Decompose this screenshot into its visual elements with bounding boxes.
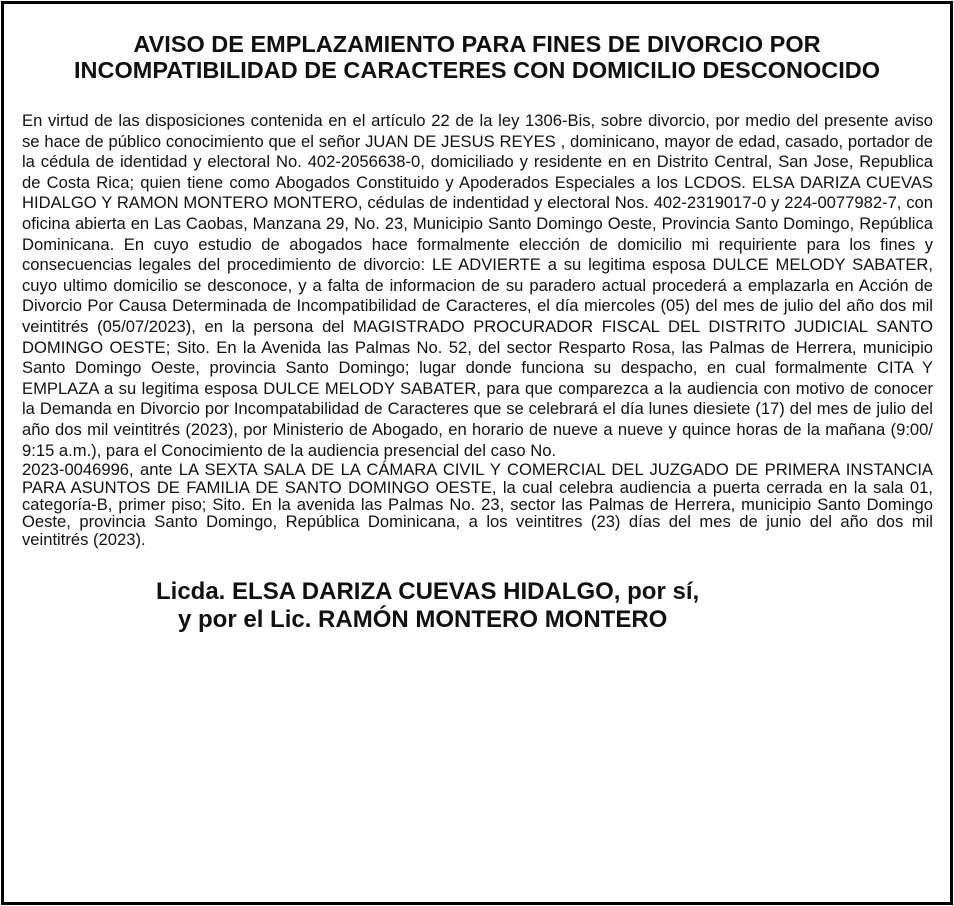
notice-body-part2: 2023-0046996, ante LA SEXTA SALA DE LA CÁMARA CIVIL Y COMERCIAL DEL JUZGADO DE PRIMERA INSTANCIA PARA ASUNTOS DE FAMILIA DE SANTO DOMINGO OESTE, la cual celebra audiencia a puerta cerrada en la sala 01, categoría-B, primer piso; Sito. En la avenida las Palmas No. 23, sector las Palmas de Herrera, municipio Santo Domingo Oeste, provincia Santo Domingo, República Dominicana, a los veintitres (23) días del mes de junio del año dos mil veintitrés (2023). <box>22 460 933 549</box>
signature-line-1: Licda. ELSA DARIZA CUEVAS HIDALGO, por sí, <box>156 578 700 606</box>
signature-line-2: y por el Lic. RAMÓN MONTERO MONTERO <box>178 606 668 634</box>
notice-title: AVISO DE EMPLAZAMIENTO PARA FINES DE DIVORCIO POR INCOMPATIBILIDAD DE CARACTERES CON DOMICILIO DESCONOCIDO <box>74 31 880 83</box>
signature-block <box>4 578 950 634</box>
legal-notice <box>1 1 953 905</box>
notice-body-part1: En virtud de las disposiciones contenida en el artículo 22 de la ley 1306-Bis, sobre divorcio, por medio del presente aviso se hace de público conocimiento que el señor JUAN DE JESUS REYES , dominicano, mayor de edad, casado, portador de la cédula de identidad y electoral No. 402-2056638-0, domiciliado y residente en en Distrito Central, San Jose, Republica de Costa Rica; quien tiene como Abogados Constituido y Apoderados Especiales a los LCDOS. ELSA DARIZA CUEVAS HIDALGO Y RAMON MONTERO MONTERO, cédulas de indentidad y electoral Nos. 402-2319017-0 y 224-0077982-7, con oficina abierta en Las Caobas, Manzana 29, No. 23, Municipio Santo Domingo Oeste, Provincia Santo Domingo, República Dominicana. En cuyo estudio de abogados hace formalmente elección de domicilio mi requiriente para los fines y consecuencias legales del procedimiento de divorcio: LE ADVIERTE a su legitima esposa DULCE MELODY SABATER, cuyo ultimo domicilio se desconoce, y a falta de informacion de su paradero actual procederá a emplazarla en Acción de Divorcio Por Causa Determinada de Incompatibilidad de Caracteres, el día miercoles (05) del mes de julio del año dos mil veintitrés (05/07/2023), en la persona del MAGISTRADO PROCURADOR FISCAL DEL DISTRITO JUDICIAL SANTO DOMINGO OESTE; Sito. En la Avenida las Palmas No. 52, del sector Resparto Rosa, las Palmas de Herrera, municipio Santo Domingo Oeste, provincia Santo Domingo; lugar donde funciona su despacho, en cual formalmente CITA Y EMPLAZA a su legitima esposa DULCE MELODY SABATER, para que comparezca a la audiencia con motivo de conocer la Demanda en Divorcio por Incompatabilidad de Caracteres que se celebrará el día lunes diesiete (17) del mes de julio del año dos mil veintitrés (2023), por Ministerio de Abogado, en horario de nueve a nueve y quince horas de la mañana (9:00/ 9:15 a.m.), para el Conocimiento de la audiencia presencial del caso No. <box>22 111 933 460</box>
